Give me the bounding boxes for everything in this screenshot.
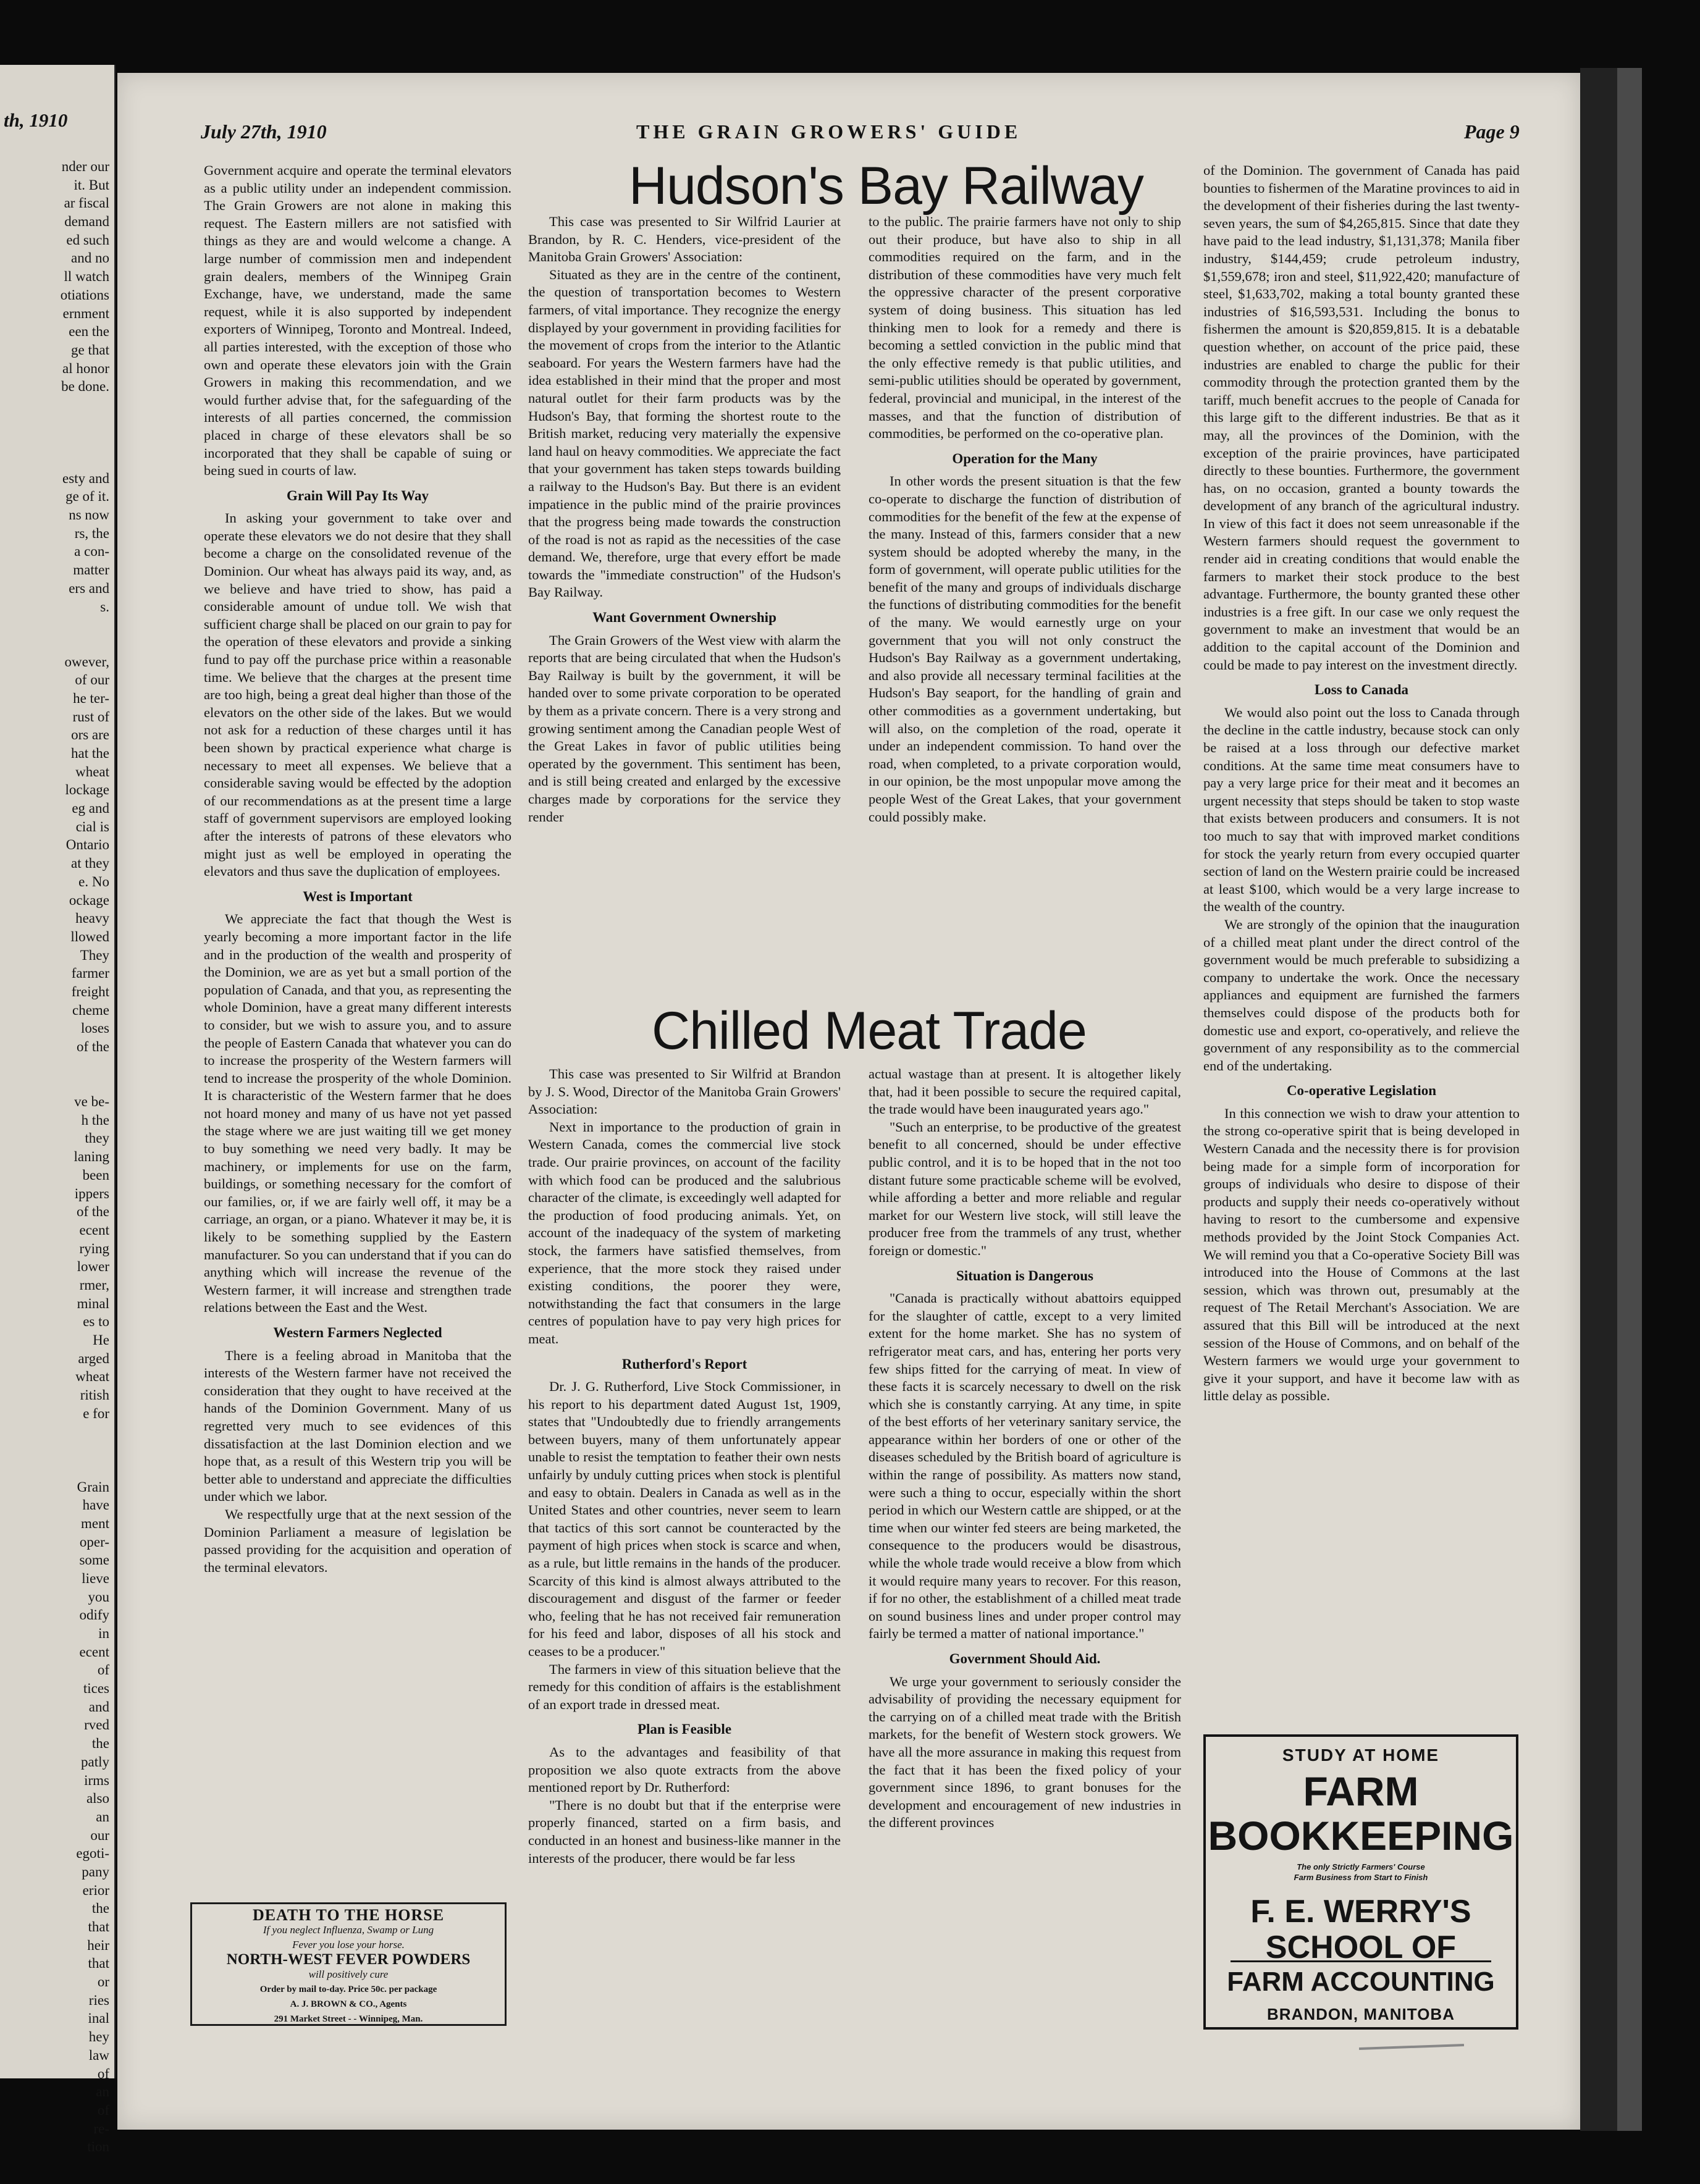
fragment-line [1, 414, 109, 433]
fragment-line: ritish [80, 1387, 109, 1403]
fragment-line: an [96, 1808, 109, 1825]
fragment-line [1, 1422, 109, 1441]
paragraph: to the public. The prairie farmers have not only to ship out their produce, but have also to ship in all commodities required on the farm, and in the distribution of these commodities have very much felt the oppressive character of the present corporative system of doing business. This situation has led thinking men to look for a remedy and there is becoming a settled conviction in the public mind that the only effective remedy is that public utilities, and semi-public utilities should be operated by government, federal, provincial and municipal, in the interest of the masses, and that the function of distribution of commodities, be performed on the co-operative plan. [869, 214, 1181, 442]
ad-headline: DEATH TO THE HORSE [252, 1906, 445, 1924]
fragment-line: been [82, 1167, 109, 1183]
subheading: West is Important [303, 888, 413, 904]
fragment-line: ippers [74, 1185, 109, 1201]
fragment-line: it. But [74, 177, 109, 193]
paragraph: Situated as they are in the centre of the continent, the question of transportation becomes to Western farmers, of vital importance. They recognize the energy displayed by your government in providing facilities for the movement of crops from the interior to the Atlantic seaboard. For years the Western farmers have had the idea established in their mind that the proper and most natural outlet for their farm products was by the Hudson's Bay, that forming the shortest route to the British market, reducing very materially the expensive land haul on heavy commodities. We appreciate the fact that your government has taken steps towards building a railway to the Hudson's Bay. But there is an evident impatience in the public mind of the prairie provinces that the progress being made towards the construction of the road is not as rapid as the necessities of the case demand. We, therefore, urge that every effort be made towards the "immediate construction" of the Hudson's Bay Railway. [528, 266, 841, 600]
fragment-line: they [85, 1130, 109, 1146]
page-number: Page 9 [1464, 120, 1520, 143]
fragment-line [1, 396, 109, 414]
fragment-line: ecent [79, 1644, 109, 1660]
paragraph: "There is no doubt but that if the enterprise were properly financed, started on a firm basis, and conducted in an honest and business-like manner in the interests of the producer, there would be far less [528, 1797, 841, 1866]
subheading: Rutherford's Report [621, 1356, 747, 1372]
fragment-line: Ontario [65, 837, 109, 853]
hudson-column-2 [528, 213, 841, 979]
hudson-title: Hudson's Bay Railway [629, 156, 1143, 216]
fragment-line: heir [87, 1937, 109, 1953]
subheading: Plan is Feasible [637, 1721, 732, 1737]
fragment-line [1, 1056, 109, 1075]
fragment-line: of the [76, 1204, 109, 1220]
fragment-line: the [91, 1900, 109, 1917]
fragment-line: s. [100, 598, 109, 615]
paragraph: The Grain Growers of the West view with alarm the reports that are being circulated that when the Hudson's Bay Railway is built by the government, it will be handed over to some private corporation to be operated by them as a private concern. There is a very strong and growing sentiment among the Canadian people West of the Great Lakes in favor of public utilities being operated by the government. This sentiment has been, and is still being created and enlarged by the excessive charges made by corporations for the service they render [528, 632, 841, 825]
fragment-line: tices [83, 1681, 109, 1697]
ad-headline: FARM [1303, 1768, 1419, 1814]
fragment-line [1, 451, 109, 469]
paragraph: In this connection we wish to draw your attention to the strong co-operative spirit that is being developed in Western Canada and the necessity there is for provision being made for a simple form of incorporation for groups of individuals who desire to dispose of their products and supply their needs co-operatively without having to resort to the cumbersome and expensive methods provided by the Joint Stock Companies Act. We will remind you that a Co-operative Society Bill was introduced into the House of Commons at the last session, which was thrown out, presumably at the request of The Retail Merchant's Association. We are assured that this Bill will be introduced at the next session of the House of Commons, and on behalf of the Western farmers we would urge your government to give it your support, and have it become law with as little delay as possible. [1203, 1105, 1520, 1404]
fragment-line: lower [77, 1259, 109, 1275]
fever-powders-ad [190, 1902, 507, 2026]
fragment-line: lockage [65, 782, 109, 798]
fragment-line: that [88, 1955, 109, 1972]
subheading: Government Should Aid. [949, 1651, 1101, 1666]
ad-text: will positively cure [308, 1968, 389, 1980]
fragment-line: rved [84, 1717, 109, 1733]
fragment-line: matter [73, 562, 109, 578]
fragment-line: some [79, 1552, 109, 1568]
paragraph: We would also point out the loss to Canada through the decline in the cattle industry, because stock can only be raised at a loss through our defective market conditions. At the same time meat consumers have to pay a very large price for their meat and it becomes an urgent necessity that steps should be taken to stop waste that exists between producers and consumers. It is not too much to say that with improved market conditions for stock the yearly return from every occupied quarter section of land on the Western prairie could be increased at least $100, which would be a very large increase to the wealth of the country. [1203, 704, 1520, 915]
fragment-line: our [90, 1827, 109, 1843]
fragment-line: an [96, 2084, 109, 2100]
fragment-line: wheat [75, 763, 109, 779]
chilled-column-3 [869, 1065, 1181, 2041]
masthead: THE GRAIN GROWERS' GUIDE [636, 120, 1022, 143]
fragment-line [1, 616, 109, 634]
fragment-line: e. No [78, 873, 109, 889]
ad-text: Fever you lose your horse. [292, 1939, 405, 1951]
ad-location: BRANDON, MANITOBA [1267, 2005, 1455, 2023]
fragment-line: be done. [61, 379, 109, 395]
fragment-line: ries [88, 1992, 109, 2008]
paragraph: In asking your government to take over and operate these elevators we do not desire that they shall become a charge on the consolidated revenue of the Dominion. Our wheat has always paid its way, and, as we believe and have tried to show, has paid a considerable amount of undue toll. We wish that sufficient charge shall be placed on our grain to pay for the operation of these elevators and provide a sinking fund to pay off the purchase price within a reasonable time. We believe that the charges at the present time are too high, being a great deal higher than those of the elevators on the other side of the lakes. But we would not ask for a reduction of these charges until it has been shown by practical experience what charge is necessary to meet all expenses. We believe that a considerable saving would be effected by the adoption of our recommendations as at the present time a large staff of government supervisors are employed looking after the interests of patrons of these elevators who might just as well be employed in operating the elevators and thus save the duplication of employees. [204, 510, 511, 880]
fragment-line [1, 634, 109, 653]
binding-edge [1617, 68, 1642, 2131]
subheading: Situation is Dangerous [956, 1267, 1093, 1283]
subheading: Co-operative Legislation [1286, 1083, 1437, 1099]
fragment-line: een the [69, 324, 109, 340]
ad-text: Farm Business from Start to Finish [1294, 1873, 1428, 1882]
fragment-line: ors are [71, 727, 109, 743]
fragment-line: wheat [75, 1369, 109, 1385]
facing-page-text-fragments [1, 158, 109, 2156]
bookkeeping-school-ad [1203, 1734, 1518, 2030]
fragment-line: hey [88, 2029, 109, 2045]
fragment-line: minal [77, 1295, 109, 1311]
fragment-line: erior [82, 1882, 109, 1898]
ad-text: Order by mail to-day. Price 50c. per package [259, 1984, 437, 1994]
paragraph: The farmers in view of this situation believe that the remedy for this condition of affairs is the establishment of an export trade in dressed meat. [528, 1661, 841, 1712]
fragment-line: have [82, 1497, 109, 1513]
fragment-line: es to [83, 1314, 109, 1330]
fragment-line: that [88, 1919, 109, 1934]
subheading: Western Farmers Neglected [273, 1325, 442, 1340]
fragment-line: egoti- [76, 1846, 109, 1862]
fragment-line: rs, the [74, 525, 109, 541]
paragraph: Next in importance to the production of grain in Western Canada, comes the commercial live stock trade. Our prairie provinces, on account of the facility with which food can be produced and the salubrious character of the climate, is exceedingly well adapted for the production of food producing animals. Yet, on account of the inadequacy of the system of marketing stock, the farmers have satisfied themselves, from experience, that the more stock they raised under existing conditions, the poorer they were, notwithstanding the fact that consumers in the large centres of population have to pay very high prices for meat. [528, 1119, 841, 1346]
ad-agent: A. J. BROWN & CO., Agents [290, 1999, 407, 2009]
facing-page [0, 65, 116, 2155]
fragment-line: rying [79, 1240, 109, 1256]
fragment-line: ers and [69, 580, 109, 596]
fragment-line: ed such [66, 232, 109, 248]
fragment-line: rmer, [79, 1277, 109, 1293]
fragment-line: freight [71, 983, 109, 999]
fragment-line [1, 432, 109, 451]
ad-headline: BOOKKEEPING [1208, 1813, 1514, 1858]
paragraph: "Such an enterprise, to be productive of the greatest benefit to all concerned, should be under effective public control, and it is to be hoped that in the not too distant future some practicable scheme will be evolved, while affording a better and more reliable and regular market for our Western live stock, will still leave the producer free from the trammels of any trust, whether foreign or domestic." [869, 1119, 1181, 1258]
fragment-line: of the [76, 1039, 109, 1054]
fragment-line: ar fiscal [64, 195, 109, 211]
paragraph: As to the advantages and feasibility of that proposition we also quote extracts from the above mentioned report by Dr. Rutherford: [528, 1744, 841, 1796]
binding-spine [1580, 68, 1617, 2131]
paragraph: actual wastage than at present. It is altogether likely that, had it been possible to secure the required capital, the trade would have been inaugurated years ago." [869, 1066, 1181, 1117]
fragment-line: pany [82, 1863, 109, 1880]
subheading: Operation for the Many [952, 450, 1098, 466]
hudson-column-3 [869, 213, 1181, 979]
fragment-line: odify [79, 1607, 109, 1623]
fragment-line: Grain [77, 1479, 109, 1495]
fragment-line: and no [71, 250, 109, 266]
fragment-line: loses [81, 1020, 109, 1036]
fragment-line: owever, [64, 653, 109, 670]
fragment-line: They [80, 947, 109, 963]
fragment-line: oper- [79, 1534, 109, 1550]
fragment-line: farmer [71, 965, 109, 981]
paragraph: We are strongly of the opinion that the inauguration of a chilled meat plant under the direct control of the government would be much preferable to subsidizing a company to undertake the work. Once the necessary appliances and equipment are furnished the farmers themselves could dispose of the products both for domestic use and export, co-operatively, and relieve the government of any responsibility as to the commercial end of the undertaking. [1203, 916, 1520, 1073]
ad-text: If you neglect Influenza, Swamp or Lung [263, 1924, 434, 1936]
ad-product: NORTH-WEST FEVER POWDERS [226, 1951, 471, 1968]
ad-address: 291 Market Street - - Winnipeg, Man. [274, 2014, 423, 2024]
fragment-line: at they [71, 855, 109, 872]
facing-page-header: th, 1910 [4, 109, 68, 131]
fragment-line: h the [81, 1112, 109, 1128]
fragment-line: lieve [82, 1570, 109, 1586]
subheading: Want Government Ownership [592, 610, 776, 626]
fragment-line: also [86, 1791, 109, 1807]
fragment-line: He [93, 1332, 109, 1348]
fragment-line: heavy [75, 910, 109, 926]
subheading: Grain Will Pay Its Way [286, 487, 429, 503]
paragraph: This case was presented to Sir Wilfrid at Brandon by J. S. Wood, Director of the Manitoba Grain Growers' Association: [528, 1066, 841, 1117]
fragment-line: nder our [61, 159, 109, 174]
paragraph: We respectfully urge that at the next session of the Dominion Parliament a measure of legislation be passed providing for the acquisition and operation of the terminal elevators. [204, 1506, 511, 1575]
ad-school-name: F. E. WERRY'S SCHOOL OF [1250, 1894, 1471, 1965]
fragment-line: ll watch [64, 269, 109, 285]
paragraph: Government acquire and operate the terminal elevators as a public utility under an independent commission. The Grain Growers are not alone in making this request. The Eastern millers are not satisfied with things as they are and would welcome a change. A large number of commission men and independent grain dealers, members of the Winnipeg Grain Exchange, have, we understand, made the same request, while it is also supported by independent exporters of Winnipeg, Toronto and Montreal. Indeed, all parties interested, with the exception of those who own and operate these elevators join with the Grain Growers in making this recommendation, and we would further advise that, for the safeguarding of the interests of all parties concerned, the commission placed in charge of these elevators shall be so incorporated that they shall be capable of suing or being sued in courts of law. [204, 162, 511, 479]
fragment-line: and [88, 1699, 109, 1715]
paragraph: In other words the present situation is that the few co-operate to discharge the function of distribution of commodities for the benefit of the few at the expense of the many. Instead of this, farmers consider that a new system should be adopted whereby the many, in the form of government, will operate public utilities for the benefit of the many and groups of individuals discharge the functions of distributing commodities for the benefit of the many. We would earnestly urge on your government that you will not only construct the Hudson's Bay Railway as a government undertaking, and also provide all necessary terminal facilities at the Hudson's Bay seaport, for the handling of grain and other commodities as a government undertaking, but will also, on the completion of the road, operate it under an independent commission. To hand over the road, when completed, to a private corporation would, in our opinion, be the most unpopular move among the people West of the Great Lakes, that your government could possibly make. [869, 473, 1181, 825]
fragment-line: in [98, 1626, 109, 1641]
fragment-line: ve be- [74, 1094, 109, 1110]
article-column-1 [204, 162, 511, 1879]
paragraph: This case was presented to Sir Wilfrid Laurier at Brandon, by R. C. Henders, vice-president of the Manitoba Grain Growers' Association: [528, 214, 841, 265]
paragraph: We urge your government to seriously consider the advisability of providing the necessary equipment for the carrying on of a chilled meat trade with the British markets, for the benefit of Western stock growers. We have all the more assurance in making this request from the fact that it has been the fixed policy of your government since 1896, to grant bonuses for the development and encouragement of new industries in the different provinces [869, 1673, 1181, 1831]
fragment-line: ment [81, 1515, 109, 1531]
fragment-line: or [97, 1974, 109, 1990]
fragment-line: re- [93, 2120, 109, 2136]
fragment-line: tion [87, 2139, 109, 2155]
fragment-line: demand [64, 214, 109, 230]
fragment-line: e for [83, 1405, 109, 1421]
fragment-line: of our [75, 672, 109, 688]
fragment-line: he ter- [73, 690, 109, 706]
fragment-line: ecent [79, 1222, 109, 1238]
article-column-4 [1203, 162, 1520, 1718]
fragment-line: esty and [62, 470, 109, 486]
fragment-line: patly [81, 1754, 109, 1770]
fragment-line: cheme [72, 1002, 109, 1018]
fragment-line: cial is [75, 818, 109, 834]
fragment-line: of [97, 2102, 109, 2118]
fragment-line: llowed [70, 928, 109, 944]
ad-school-name: FARM ACCOUNTING [1227, 1967, 1495, 1997]
fragment-line: otiations [60, 287, 109, 303]
fragment-line: of [97, 1662, 109, 1678]
fragment-line: you [88, 1589, 109, 1605]
chilled-title: Chilled Meat Trade [652, 1001, 1087, 1060]
ad-kicker: STUDY AT HOME [1282, 1745, 1440, 1765]
fragment-line: laning [74, 1149, 109, 1165]
paragraph: of the Dominion. The government of Canada has paid bounties to fishermen of the Maratine provinces to aid in the development of their fisheries during the last twenty-seven years, the sum of $4,265,815. Since that date they have paid to the lead industry, $1,131,378; Manila fiber industry, $144,459; crude petroleum industry, $1,559,678; iron and steel, $11,922,420; manufacture of steel, $1,633,702, making a total bounty granted these industries of $16,593,531. Including the bonus to fishermen the amount is $20,859,815. It is a debatable question whether, on account of the price paid, these industries are enabled to charge the public for their commodity through the protection granted them by the tariff, much benefit accrues to the people of Canada for this large gift to the different industries. Be that as it may, all the provinces of the Dominion, with the exception of the prairie provinces, have participated directly to these bounties. Furthermore, the government has, on no occasion, granted a bounty towards the development of any branch of the agricultural industry. In view of this fact it does not seem unreasonable if the Western farmers should request the government to render aid in creating conditions that would enable the farmers to market their stock produce to the best advantage. Furthermore, the bounty granted these other industries is a free gift. In our case we only request the government to make an investment that would be an addition to the capital account of the Dominion and could be made to pay interest on the investment directly. [1203, 162, 1520, 673]
fragment-line: ockage [69, 892, 109, 908]
fragment-line: inal [88, 2010, 109, 2026]
fragment-line: rust of [72, 708, 109, 724]
subheading: Loss to Canada [1314, 682, 1409, 698]
fragment-line [1, 1074, 109, 1093]
fragment-line [1, 1441, 109, 1460]
paragraph: Dr. J. G. Rutherford, Live Stock Commissioner, in his report to his department dated August 1st, 1909, states that "Undoubtedly due to friendly arrangements between buyers, many of them unfortunately appear unable to resist the temptation to feather their own nests unfairly by unduly cutting prices when stock is plentiful and easy to obtain. Dealers in Canada as well as in the United States and other countries, never seem to learn that tactics of this sort cannot be counteracted by the payment of high prices when stock is scarce and when, as a rule, but little remains in the hands of the producer. Scarcity of this kind is almost always attributed to the discouragement and disgust of the farmer or feeder who, feeling that he has not received fair remuneration for his feed and labor, disposes of all his stock and ceases to be a producer." [528, 1379, 841, 1659]
fragment-line: irms [84, 1772, 109, 1788]
fragment-line: eg and [72, 800, 109, 817]
fragment-line: ernment [62, 305, 109, 321]
fragment-line: of [97, 2065, 109, 2081]
paragraph: "Canada is practically without abattoirs equipped for the slaughter of cattle, except to a very limited extent for the home market. She has no system of refrigerator meat cars, and has, entering her ports very few ships fitted for the carrying of meat. In view of these facts it is scarcely necessary to dwell on the risk which she is constantly carrying. At any time, in spite of the best efforts of her veterinary sanitary service, the appearance within her borders of one or other of the diseases scheduled by the British board of agriculture is within the range of possibility. As matters now stand, were such a thing to occur, especially within the short period in which our Western cattle are shipped, or at the time when our winter fed steers are being marketed, the consequence to the producers would be disastrous, while the whole trade would receive a blow from which it would require many years to recover. For this reason, if for no other, the establishment of a chilled meat trade on sound business lines and under proper control may fairly be termed a matter of national importance." [869, 1290, 1181, 1642]
fragment-line: ge of it. [65, 489, 109, 505]
fragment-line: the [91, 1736, 109, 1752]
paragraph: There is a feeling abroad in Manitoba that the interests of the Western farmer have not received the consideration that they ought to have received at the hands of the Dominion Government. Many of us regretted very much to see evidences of this dissatisfaction at the last Dominion election and we hope that, as a result of this Western trip you will be better able to understand and appreciate the difficulties under which we labor. [204, 1347, 511, 1505]
fragment-line: arged [78, 1350, 109, 1366]
fragment-line: hat the [71, 746, 109, 761]
ad-rule [1231, 1960, 1491, 1962]
fragment-line: law [88, 2047, 109, 2063]
paragraph: We appreciate the fact that though the West is yearly becoming a more important factor in the life and in the production of the wealth and prosperity of the Dominion, we are as yet but a small portion of the population of Canada, and that you, as representing the whole Dominion, have a great many different interests to consider, but we wish to assure you, and to assure the people of Eastern Canada that whatever you can do to increase the prosperity of the Western farmers will tend to increase the prosperity of the whole Dominion. It is characteristic of the Western farmer that he does not hoard money and many of us have not yet passed the stage where we are just waiting till we get money to buy something we need very badly. It may be machinery, or implements for use on the farm, buildings, or something necessary for the comfort of our families, or, if we are fairly well off, it may be a carriage, an organ, or a piano. Whatever it may be, it is likely to be something supplied by the Eastern manufacturer. So you can understand that if you can do anything which will increase the revenue of the Western farmer, it will increase and strengthen trade relations between the East and the West. [204, 911, 511, 1316]
fragment-line: ge that [71, 342, 109, 358]
fragment-line: a con- [74, 544, 109, 560]
fragment-line: ns now [69, 507, 109, 523]
fragment-line [1, 1460, 109, 1478]
ad-text: The only Strictly Farmers' Course [1297, 1862, 1425, 1871]
issue-date: July 27th, 1910 [201, 120, 327, 143]
fragment-line: al honor [62, 360, 109, 376]
chilled-column-2 [528, 1065, 841, 2041]
